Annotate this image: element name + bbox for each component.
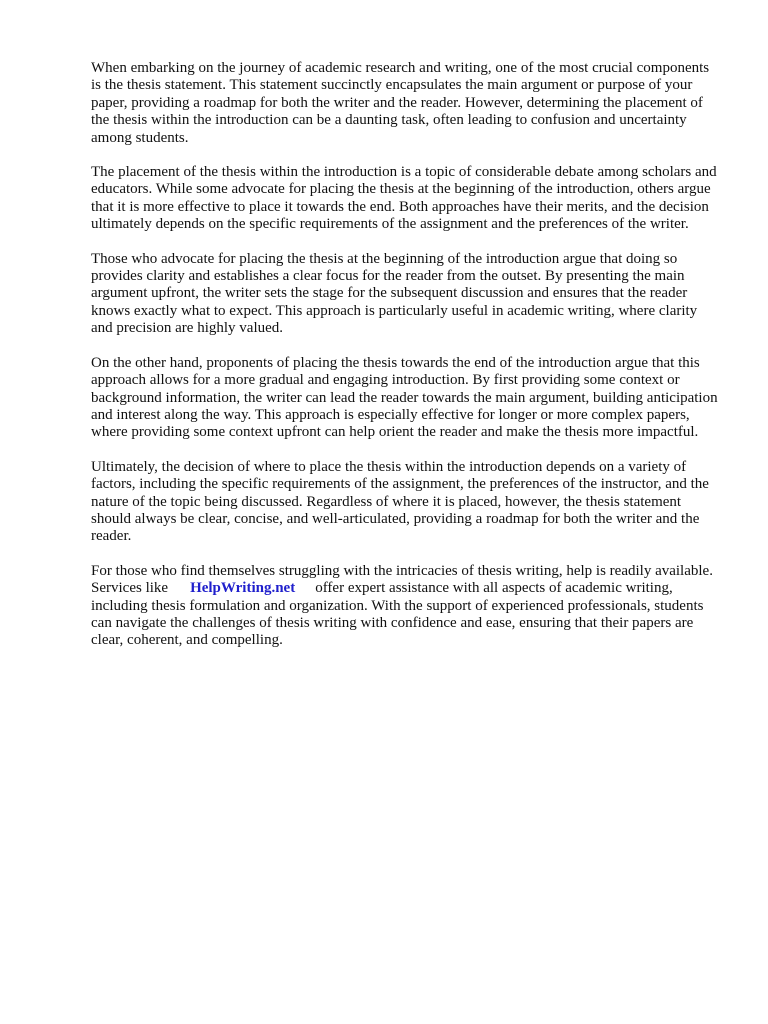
services-text-after: offer expert assistance with all aspects of academic writing, including thesis formulation and organization. With the support of experienced professionals, students can navigate the challenges of thesis writing with confidence and ease, ensuring that their papers are clear, coherent, and compelling. — [91, 580, 704, 649]
services-text-before: For those who find themselves struggling with the intricacies of thesis writing, help is readily available. Services like — [91, 562, 713, 597]
document-body — [91, 60, 721, 667]
paragraph-debate: The placement of the thesis within the introduction is a topic of considerable debate among scholars and educators. While some advocate for placing the thesis at the beginning of the introduction, others argue that it is more effective to place it towards the end. Both approaches have their merits, and the decision ultimately depends on the specific requirements of the assignment and the preferences of the writer. — [91, 164, 717, 233]
paragraph-intro: When embarking on the journey of academic research and writing, one of the most crucial components is the thesis statement. This statement succinctly encapsulates the main argument or purpose of your paper, providing a roadmap for both the writer and the reader. However, determining the placement of the thesis within the introduction can be a daunting task, often leading to confusion and uncertainty among students. — [91, 60, 710, 146]
paragraph-end-placement: On the other hand, proponents of placing the thesis towards the end of the introduction argue that this approach allows for a more gradual and engaging introduction. By first providing some context or background information, the writer can lead the reader towards the main argument, building anticipation and interest along the way. This approach is especially effective for longer or more complex papers, where providing some context upfront can help orient the reader and make the thesis more impactful. — [91, 354, 718, 441]
paragraph-beginning-placement: Those who advocate for placing the thesis at the beginning of the introduction argue that doing so provides clarity and establishes a clear focus for the reader from the outset. By presenting the main argument upfront, the writer sets the stage for the subsequent discussion and ensures that the reader knows exactly what to expect. This approach is particularly useful in academic writing, where clarity and precision are highly valued. — [91, 250, 698, 337]
paragraph-conclusion: Ultimately, the decision of where to place the thesis within the introduction depends on a variety of factors, including the specific requirements of the assignment, the preferences of the instructor, and the nature of the topic being discussed. Regardless of where it is placed, however, the thesis statement should always be clear, concise, and well-articulated, providing a roadmap for both the writer and the reader. — [91, 458, 709, 545]
paragraph-services — [91, 563, 721, 650]
helpwriting-link[interactable]: HelpWriting.net — [190, 580, 296, 597]
